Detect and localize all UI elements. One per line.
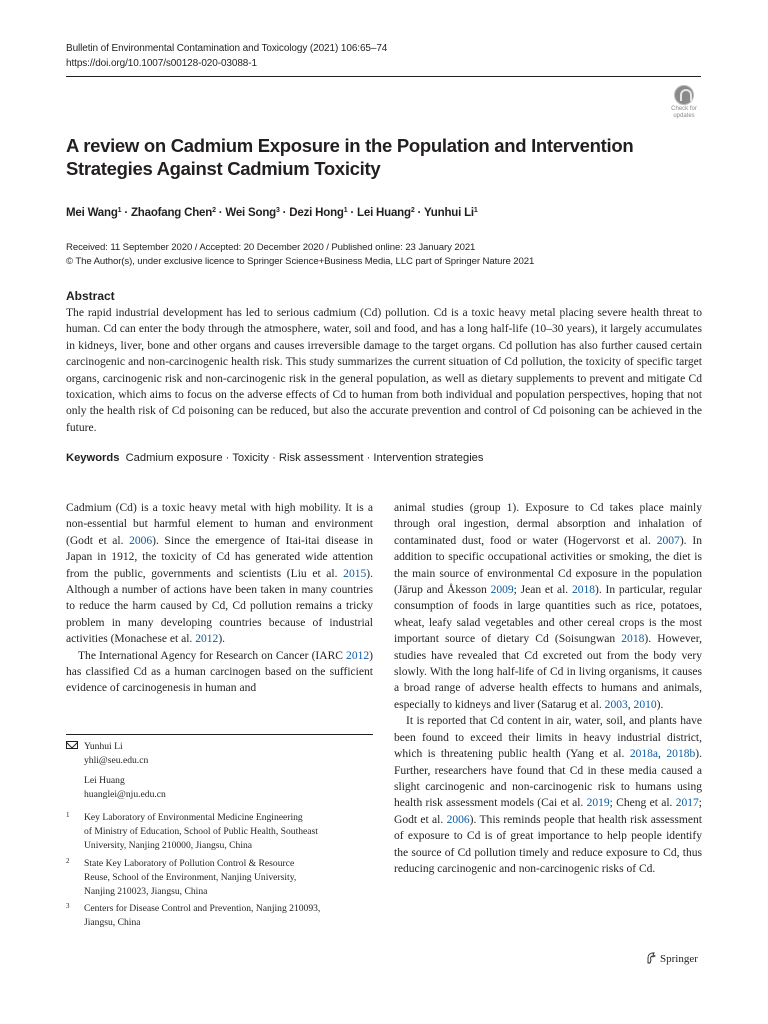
check-for-updates-icon	[674, 85, 694, 105]
text-run: The International Agency for Research on Cancer (IARC	[78, 649, 347, 662]
keywords-label: Keywords	[66, 452, 120, 464]
text-run: ).	[218, 633, 226, 646]
badge-line2: updates	[673, 112, 695, 119]
citation-link[interactable]: 2017	[675, 797, 699, 810]
text-run: ). Since the emergence of Itai-itai disease in Japan in 1912, the toxicity of Cd has generated wide attention from the public, governments and scientists (Liu et al.	[66, 534, 374, 580]
citation-link[interactable]: 2006	[129, 534, 153, 547]
text-run: ; Cheng et al.	[609, 797, 676, 810]
text-run: ) has classified Cd as a human carcinogen based on the sufficient evidence of carcinogenesis in human and	[66, 649, 373, 695]
affiliation-line: of Ministry of Education, School of Public Health, Southeast	[84, 826, 318, 837]
text-run: animal studies (group 1). Exposure to Cd takes place mainly through oral ingestion, dermal absorption and inhalation of contaminated dust, food or water (Hogervorst et al.	[394, 502, 702, 547]
journal-header	[66, 41, 387, 71]
affiliation-mark: 1	[343, 207, 348, 214]
citation-link[interactable]: 2007	[656, 534, 680, 547]
text-run: It is reported that Cd content in air, water, soil, and plants have been found to exceed their limits in heavy industrial district, which is threatening public health (Yang et al.	[394, 715, 702, 761]
contact-email[interactable]: yhli@seu.edu.cn	[84, 755, 149, 766]
affiliation-line: Key Laboratory of Environmental Medicine Engineering	[84, 812, 303, 823]
doi-link[interactable]: https://doi.org/10.1007/s00128-020-03088-1	[66, 58, 257, 69]
affiliation-mark: 1	[117, 207, 122, 214]
text-run: ). Although a number of actions have been taken in many countries to reduce the harm caused by Cd, Cd pollution remains a tricky problem in many developing countries because of industrial activities (Monachese et al.	[66, 567, 373, 646]
affiliation-line: Nanjing 210023, Jiangsu, China	[84, 886, 208, 897]
citation-link[interactable]: 2015	[343, 567, 367, 580]
citation-link[interactable]: 2018	[571, 584, 596, 597]
abstract-heading: Abstract	[66, 289, 115, 303]
text-run: ; Godt et al.	[394, 797, 702, 826]
text-run: ; Jean et al.	[513, 584, 572, 597]
keywords-text: Cadmium exposure · Toxicity · Risk assessment · Intervention strategies	[125, 452, 484, 464]
text-run: ,	[658, 748, 667, 761]
contact-email[interactable]: huanglei@nju.edu.cn	[84, 789, 166, 800]
publisher-name: Springer	[660, 953, 698, 965]
paragraph	[66, 500, 373, 648]
citation-link[interactable]: 2012	[195, 633, 219, 646]
citation-link[interactable]: 2012	[346, 649, 370, 662]
paragraph	[394, 713, 702, 877]
article-title	[66, 134, 666, 180]
affiliation-line: University, Nanjing 210000, Jiangsu, China	[84, 840, 253, 851]
affiliation-line: Jiangsu, China	[84, 917, 141, 928]
affiliation-line: Centers for Disease Control and Prevention, Nanjing 210093,	[84, 903, 321, 914]
text-run: ).	[656, 698, 664, 711]
text-run: ,	[627, 698, 634, 711]
paragraph	[394, 500, 702, 713]
badge-line1: Check for	[671, 106, 697, 112]
dates-line: Received: 11 September 2020 / Accepted: 20 December 2020 / Published online: 23 January 2021	[66, 242, 476, 253]
affiliation-mark: 2	[410, 207, 415, 214]
affiliation-mark: 1	[473, 207, 478, 214]
author-name[interactable]: Wei Song	[225, 207, 276, 219]
affiliation-line: Reuse, School of the Environment, Nanjing University,	[84, 872, 297, 883]
corresponding-author	[84, 740, 166, 802]
affiliation-1	[66, 811, 376, 853]
title-line-1: A review on Cadmium Exposure in the Population and Intervention	[66, 135, 634, 156]
citation-link[interactable]: 2010	[633, 698, 657, 711]
contact-name: Yunhui Li	[84, 741, 123, 752]
text-run: ). In particular, regular consumption of foods in large quantities such as rice, potatoes, wheat, leafy salad vegetables and other cereal crops is the most important source of dietary Cd (Soisungwan	[394, 584, 703, 646]
affiliation-mark: 2	[212, 207, 216, 214]
header-rule	[66, 76, 701, 77]
affiliation-2	[66, 857, 376, 899]
envelope-icon	[66, 741, 78, 749]
citation-link[interactable]: 2018	[621, 633, 645, 646]
affiliation-number: 2	[66, 857, 70, 865]
affiliation-line: State Key Laboratory of Pollution Control & Resource	[84, 858, 295, 869]
publisher-footer	[646, 952, 698, 965]
author-list: Mei Wang$^1$ · Zhaofang Chen$^2$ · Wei Song$^3$ · Dezi Hong$^1$ · Lei Huang$^2$ · Yunhui Li$^1$	[66, 207, 478, 219]
affiliation-number: 3	[66, 902, 70, 910]
check-for-updates-badge[interactable]	[664, 85, 704, 125]
citation-link[interactable]: 2018b	[666, 748, 696, 761]
text-run: ). Further, researchers have found that Cd in these media caused a slight carcinogenic and non-carcinogenic risk to humans using health risk assessment models (Cai et al.	[394, 748, 702, 810]
text-run: ). This reminds people that health risk assessment of exposure to Cd is of great importance to help people identify the source of Cd pollution timely and reduce exposure to Cd, thus reducing carcinogenic and non-carcinogenic risks of Cd.	[394, 813, 703, 875]
journal-citation: Bulletin of Environmental Contamination and Toxicology (2021) 106:65–74	[66, 43, 388, 54]
contact-name: Lei Huang	[84, 775, 125, 786]
text-run: ). However, studies have revealed that Cd excreted out from the body very slowly. With the long half-life of Cd in living organisms, it causes a broad range of adverse health effects to humans and animals, especially to kidneys and liver (Satarug et al.	[394, 633, 702, 711]
author-name[interactable]: Yunhui Li	[423, 207, 474, 219]
citation-link[interactable]: 2006	[446, 813, 470, 826]
affiliation-3	[66, 902, 376, 930]
publication-history	[66, 241, 534, 269]
citation-link[interactable]: 2009	[490, 584, 514, 597]
copyright-line: © The Author(s), under exclusive licence to Springer Science+Business Media, LLC part of Springer Nature 2021	[66, 256, 535, 267]
abstract-text: The rapid industrial development has led to serious cadmium (Cd) pollution. Cd is a toxic heavy metal placing severe health threat to human. Cd can enter the body through the atmosphere, water, soil and food, and has a long half-life (10–30 years), it largely accumulates in kidneys, liver, bone and other organs and causes irreversible damage to the target organs. Cd pollution has also further caused certain carcinogenic and non-carcinogenic health risk. This study summarizes the current situation of Cd pollution, the toxicity of specific target organs, carcinogenic risk and non-carcinogenic risk in the general population, as well as dietary supplements to prevent and mitigate Cd toxication, which aims to focus on the adverse effects of Cd to human from both individual and population perspectives, hoping that not only the health risk of Cd poisoning can be reduced, but also the accurate prevention and control of Cd poisoning can be achieved in the future.	[66, 307, 702, 434]
keywords	[66, 452, 484, 464]
citation-link[interactable]: 2019	[586, 797, 610, 810]
author-name[interactable]: Mei Wang	[66, 207, 118, 219]
author-name[interactable]: Zhaofang Chen	[130, 207, 213, 219]
citation-link[interactable]: 2018a	[629, 748, 659, 761]
author-name[interactable]: Dezi Hong	[289, 207, 344, 219]
text-run: ). In addition to specific occupational activities or smoking, the diet is the main source of environmental Cd exposure in the population (Järup and Åkesson	[394, 534, 702, 597]
affiliation-mark: 3	[275, 207, 280, 214]
body-left-column	[66, 500, 373, 697]
text-run: Cadmium (Cd) is a toxic heavy metal with high mobility. It is a non-essential but harmful element to human and environment (Godt et al.	[66, 502, 373, 547]
author-name[interactable]: Lei Huang	[357, 207, 411, 219]
body-right-column	[394, 500, 702, 877]
springer-horse-icon	[646, 952, 656, 964]
citation-link[interactable]: 2003	[604, 698, 628, 711]
paragraph	[66, 648, 373, 697]
footnote-rule	[66, 734, 373, 735]
affiliation-number: 1	[66, 811, 70, 819]
title-line-2: Strategies Against Cadmium Toxicity	[66, 158, 381, 179]
